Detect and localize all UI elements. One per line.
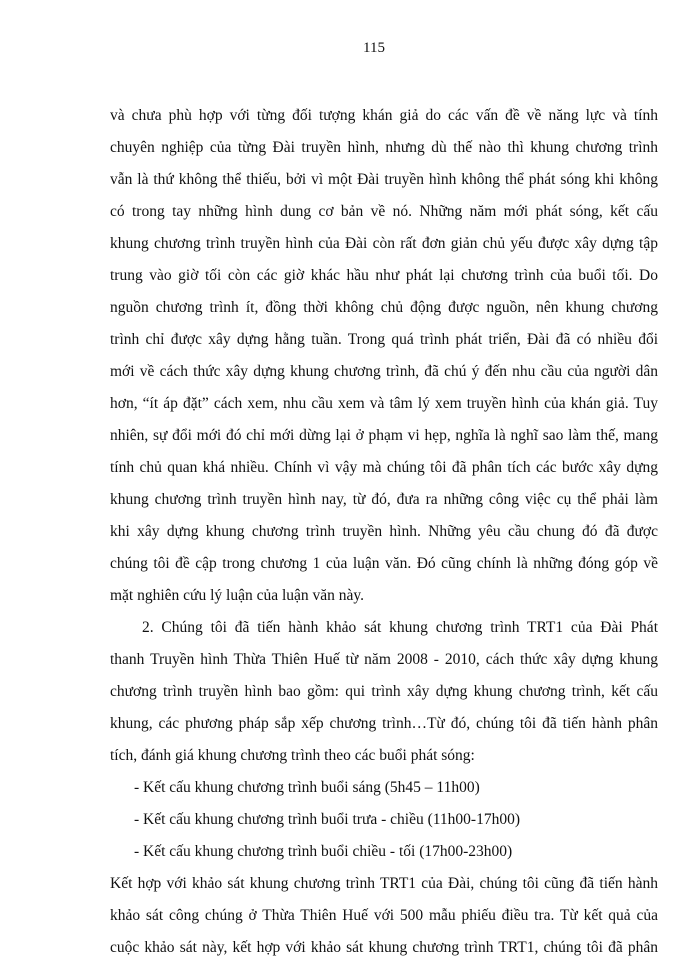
text-line: khảo sát công chúng ở Thừa Thiên Huế với 500 mẫu phiếu điều tra. Từ kết quả của bbox=[110, 907, 658, 924]
text-line: mới về cách thức xây dựng khung chương trình, đã chú ý đến nhu cầu của người dân bbox=[110, 363, 658, 380]
text-line: vẫn là thứ không thể thiếu, bởi vì một Đài truyền hình không thể phát sóng khi không bbox=[110, 171, 658, 188]
text-line: Kết hợp với khảo sát khung chương trình TRT1 của Đài, chúng tôi cũng đã tiến hành bbox=[110, 875, 658, 892]
text-line: khung chương trình truyền hình nay, từ đó, đưa ra những công việc cụ thể phải làm bbox=[110, 491, 658, 508]
text-line: cuộc khảo sát này, kết hợp với khảo sát khung chương trình TRT1, chúng tôi đã phân bbox=[110, 939, 658, 956]
text-line: khung, các phương pháp sắp xếp chương trình…Từ đó, chúng tôi đã tiến hành phân bbox=[110, 715, 658, 732]
text-line: mặt nghiên cứu lý luận của luận văn này. bbox=[110, 587, 365, 604]
page-number: 115 bbox=[363, 40, 385, 56]
text-line: khi xây dựng khung chương trình truyền hình. Những yêu cầu chung đó đã được bbox=[110, 523, 658, 540]
text-line: hơn, “ít áp đặt” cách xem, nhu cầu xem và tâm lý xem truyền hình của khán giả. Tuy bbox=[110, 395, 658, 412]
text-line: và chưa phù hợp với từng đối tượng khán giả do các vấn đề về năng lực và tính bbox=[110, 107, 658, 124]
text-line: chương trình truyền hình bao gồm: qui trình xây dựng khung chương trình, kết cấu bbox=[110, 683, 658, 700]
bullet-line: - Kết cấu khung chương trình buổi chiều - tối (17h00-23h00) bbox=[134, 843, 513, 860]
text-line: chúng tôi đề cập trong chương 1 của luận văn. Đó cũng chính là những đóng góp về bbox=[110, 555, 658, 572]
text-line: tính chủ quan khá nhiều. Chính vì vậy mà chúng tôi đã phân tích các bước xây dựng bbox=[110, 459, 658, 476]
body-text bbox=[110, 100, 658, 964]
text-line: có trong tay những hình dung cơ bản về nó. Những năm mới phát sóng, kết cấu bbox=[110, 203, 658, 220]
text-line: nhiên, sự đổi mới đó chỉ mới dừng lại ở phạm vi hẹp, nghĩa là nghĩ sao làm thế, mang bbox=[110, 427, 658, 444]
bullet-line: - Kết cấu khung chương trình buổi sáng (5h45 – 11h00) bbox=[134, 779, 480, 796]
text-line: trình chỉ được xây dựng hằng tuần. Trong quá trình phát triển, Đài đã có nhiều đổi bbox=[110, 331, 658, 348]
text-line: khung chương trình truyền hình của Đài còn rất đơn giản chủ yếu được xây dựng tập bbox=[110, 235, 658, 252]
text-line: trung vào giờ tối còn các giờ khác hầu như phát lại chương trình của buổi tối. Do bbox=[110, 267, 658, 284]
text-line: chuyên nghiệp của từng Đài truyền hình, nhưng dù thế nào thì khung chương trình bbox=[110, 139, 658, 156]
text-line: tích, đánh giá khung chương trình theo các buổi phát sóng: bbox=[110, 747, 475, 764]
bullet-line: - Kết cấu khung chương trình buổi trưa - chiều (11h00-17h00) bbox=[134, 811, 520, 828]
text-line: thanh Truyền hình Thừa Thiên Huế từ năm 2008 - 2010, cách thức xây dựng khung bbox=[110, 651, 658, 668]
text-line: nguồn chương trình ít, đồng thời không chủ động được nguồn, nên khung chương bbox=[110, 299, 658, 316]
text-line: 2. Chúng tôi đã tiến hành khảo sát khung chương trình TRT1 của Đài Phát bbox=[142, 619, 658, 636]
